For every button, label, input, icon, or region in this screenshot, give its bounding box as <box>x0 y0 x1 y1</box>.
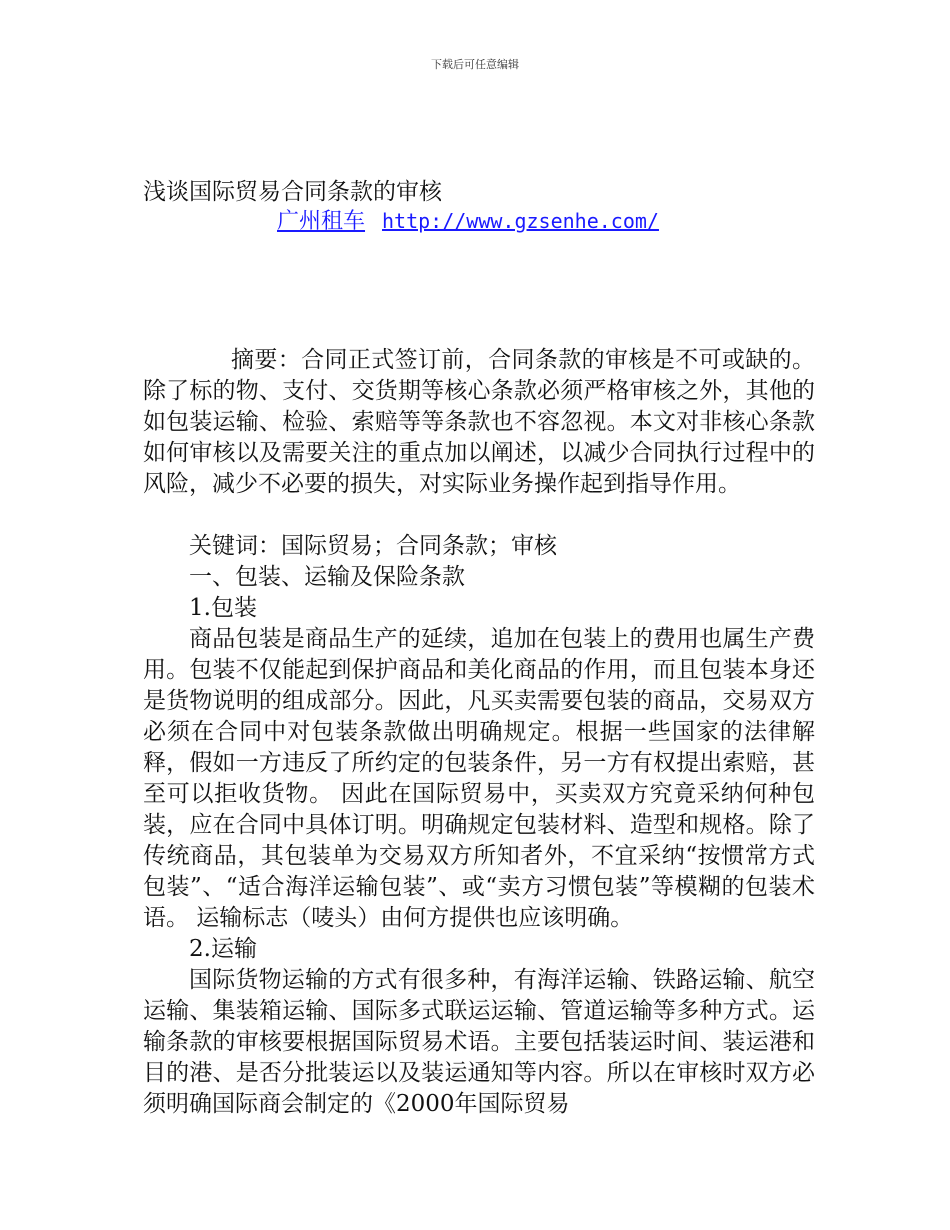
car-rental-link[interactable]: 广州租车 <box>277 209 366 234</box>
keywords-line: 关键词：国际贸易；合同条款；审核 <box>189 533 557 559</box>
document-body <box>143 345 815 1120</box>
website-url-link[interactable]: http://www.gzsenhe.com/ <box>382 209 659 233</box>
subsection-heading-packaging: 1.包装 <box>189 595 257 621</box>
packaging-paragraph: 商品包装是商品生产的延续，追加在包装上的费用也属生产费用。包装不仅能起到保护商品和美化商品的作用，而且包装本身还是货物说明的组成部分。因此，凡买卖需要包装的商品，交易双方必须在合同中对包装条款做出明确规定。根据一些国家的法律解释，假如一方违反了所约定的包装条件，另一方有权提出索赔，甚至可以拒收货物。 因此在国际贸易中，买卖双方究竟采纳何种包装，应在合同中具体订明。明确规定包装材料、造型和规格。除了传统商品，其包装单为交易双方所知者外，不宜采纳“按惯常方式包装”、“适合海洋运输包装”、或“卖方习惯包装”等模糊的包装术语。 运输标志（唛头）由何方提供也应该明确。 <box>143 626 815 931</box>
link-line <box>277 206 659 237</box>
transport-paragraph: 国际货物运输的方式有很多种，有海洋运输、铁路运输、航空运输、集装箱运输、国际多式联运运输、管道运输等多种方式。运输条款的审核要根据国际贸易术语。主要包括装运时间、装运港和目的港、是否分批装运以及装运通知等内容。所以在审核时双方必须明确国际商会制定的《2000年国际贸易 <box>143 967 815 1117</box>
section-heading: 一、包装、运输及保险条款 <box>189 564 465 590</box>
subsection-heading-transport: 2.运输 <box>189 936 257 962</box>
abstract-paragraph: 摘要：合同正式签订前，合同条款的审核是不可或缺的。除了标的物、支付、交货期等核心条款必须严格审核之外，其他的如包装运输、检验、索赔等等条款也不容忽视。本文对非核心条款如何审核以及需要关注的重点加以阐述，以减少合同执行过程中的风险，减少不必要的损失，对实际业务操作起到指导作用。 <box>143 347 815 497</box>
page-header-note: 下载后可任意编辑 <box>431 58 519 71</box>
paragraph-gap <box>143 500 815 531</box>
document-title: 浅谈国际贸易合同条款的审核 <box>143 179 442 205</box>
